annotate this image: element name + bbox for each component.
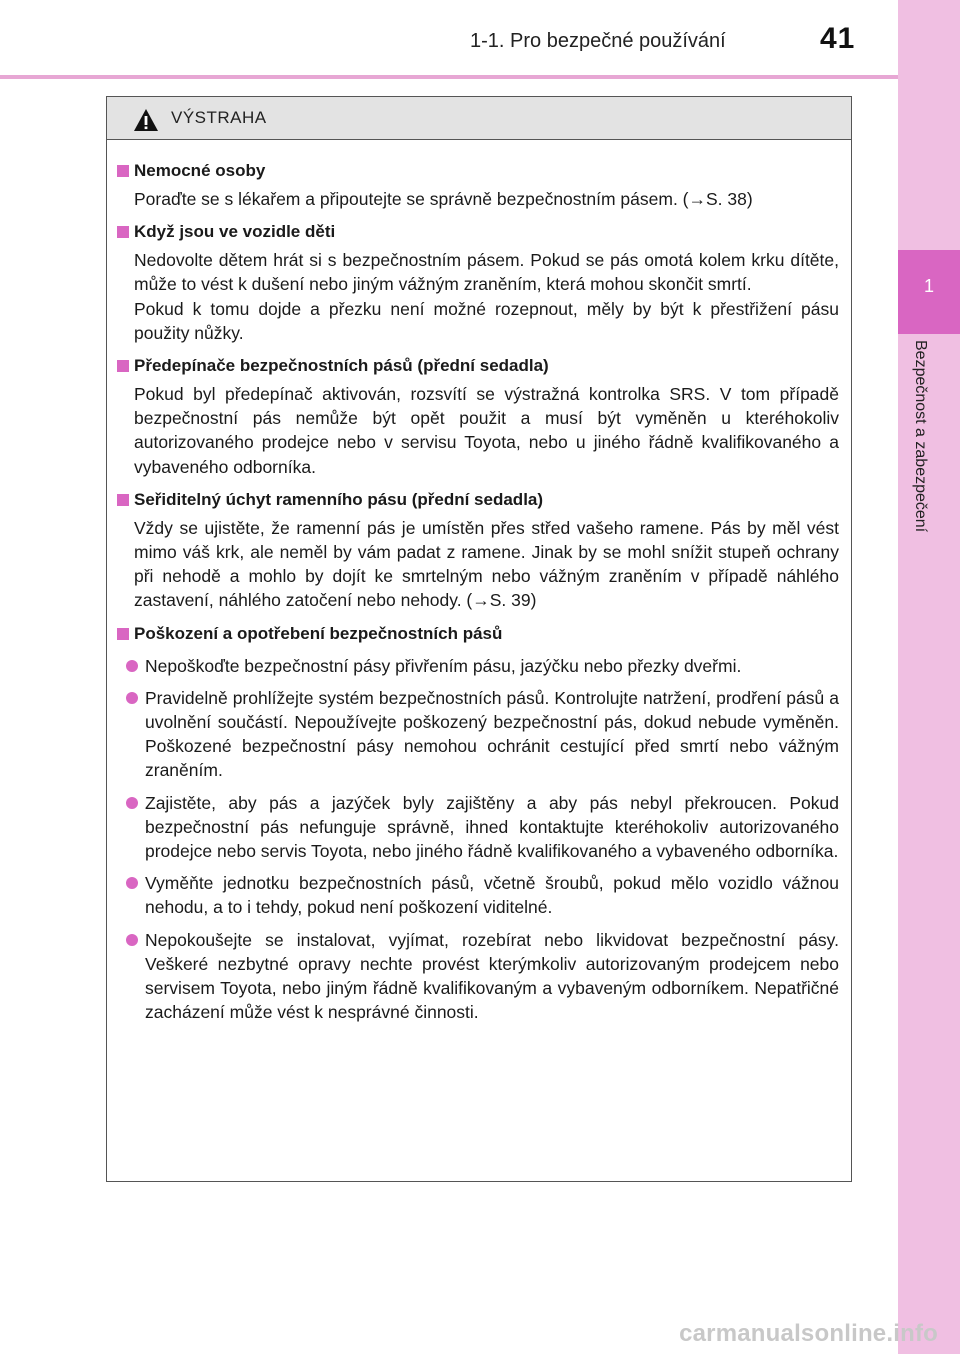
list-item-text: Vyměňte jednotku bezpečnostních pásů, včetně šroubů, pokud mělo vozidlo vážnou nehodu, a to i tehdy, pokud není poškození viditelné.: [145, 873, 839, 918]
paragraph: Vždy se ujistěte, že ramenní pás je umístěn přes střed vašeho ramene. Pás by měl vést mimo váš krk, ale neměl by vám padat z ramene. Jinak by se mohl snížit stupeň ochrany při nehodě a mohlo by dojít ke smrtelným nebo vážným zraněním v případě náhlého zastavení, náhlého zatočení nebo nehody. (→S. 39): [134, 517, 839, 611]
paragraph: Pokud k tomu dojde a přezku není možné rozepnout, měly by být k přestřižení pásu použity nůžky.: [134, 298, 839, 343]
round-bullet-icon: [126, 934, 138, 946]
chapter-label: Bezpečnost a zabezpečení: [912, 340, 929, 533]
paragraph: Poraďte se s lékařem a připoutejte se správně bezpečnostním pásem. (→S. 38): [134, 189, 753, 209]
page-header-title: 1-1. Pro bezpečné používání: [470, 30, 726, 52]
section-heading: [117, 354, 839, 378]
square-bullet-icon: [117, 494, 129, 506]
page-number: 41: [820, 22, 856, 55]
paragraph: Nedovolte dětem hrát si s bezpečnostním pásem. Pokud se pás omotá kolem krku dítěte, může to vést k dušení nebo jiným vážným zraněním, která mohou skončit smrtí.: [134, 250, 839, 295]
warning-title: VÝSTRAHA: [171, 108, 267, 127]
section-shoulder-anchor: [117, 488, 839, 613]
round-bullet-icon: [126, 660, 138, 672]
round-bullet-icon: [126, 877, 138, 889]
square-bullet-icon: [117, 628, 129, 640]
list-item-text: Zajistěte, aby pás a jazýček byly zajištěny a aby pás nebyl překroucen. Pokud bezpečnostní pás nefunguje správně, ihned kontaktujte kteréhokoliv autorizovaného prodejce nebo servis Toyota, nebo jiného řádně kvalifikovaného a vybaveného odborníka.: [145, 792, 839, 862]
list-item-text: Pravidelně prohlížejte systém bezpečnostních pásů. Kontrolujte natržení, prodření pásů a uvolnění součástí. Nepoužívejte poškozený bezpečnostní pás, dokud nebude vyměněn. Poškozené bezpečnostní pásy nemohou ochránit cestující před smrtí nebo vážným zraněním.: [145, 687, 839, 781]
round-bullet-icon: [126, 797, 138, 809]
section-heading: [117, 220, 839, 244]
section-sick-persons: [117, 159, 839, 211]
square-bullet-icon: [117, 226, 129, 238]
section-heading: [117, 159, 839, 183]
section-heading: [117, 622, 839, 646]
square-bullet-icon: [117, 360, 129, 372]
list-item: [126, 928, 839, 1025]
warning-triangle-icon: [133, 108, 159, 132]
section-children: [117, 220, 839, 345]
chapter-number: 1: [923, 276, 934, 296]
warning-body: [107, 140, 851, 1024]
section-heading-text: Nemocné osoby: [134, 161, 266, 180]
header-rule: [0, 75, 898, 79]
list-item: [126, 686, 839, 783]
warning-box: [106, 96, 852, 1182]
section-heading-text: Seřiditelný úchyt ramenního pásu (přední sedadla): [134, 489, 544, 509]
list-item: [126, 871, 839, 919]
list-item: [126, 654, 839, 678]
section-heading: [117, 488, 839, 512]
square-bullet-icon: [117, 165, 129, 177]
section-heading-text: Když jsou ve vozidle děti: [134, 222, 336, 242]
paragraph: Pokud byl předepínač aktivován, rozsvítí se výstražná kontrolka SRS. V tom případě bezpečnostní pás nemůže být opět použit a musí být vyměněn u kteréhokoliv autorizovaného prodejce nebo v servisu Toyota, nebo u jiného řádně kvalifikovaného a vybaveného odborníka.: [134, 384, 839, 477]
round-bullet-icon: [126, 692, 138, 704]
list-item-text: Nepokoušejte se instalovat, vyjímat, rozebírat nebo likvidovat bezpečnostní pásy. Veškeré nezbytné opravy nechte provést kterýmkoliv autorizovaným prodejcem nebo servisem Toyota, nebo jiným řádně kvalifikovaným a vybaveným odborníkem. Nepatřičné zacházení může vést k nesprávné činnosti.: [145, 929, 839, 1023]
warning-header: [107, 97, 851, 140]
watermark-text: carmanualsonline.info: [679, 1320, 938, 1347]
section-damage-wear: [117, 622, 839, 1025]
section-heading-text: Poškození a opotřebení bezpečnostních pásů: [134, 623, 503, 643]
chapter-side-tab[interactable]: [898, 0, 960, 1354]
section-pretensioners: [117, 354, 839, 479]
section-heading-text: Předepínače bezpečnostních pásů (přední sedadla): [134, 356, 549, 376]
list-item-text: Nepoškoďte bezpečnostní pásy přivřením pásu, jazýčku nebo přezky dveřmi.: [145, 655, 742, 676]
list-item: [126, 791, 839, 864]
